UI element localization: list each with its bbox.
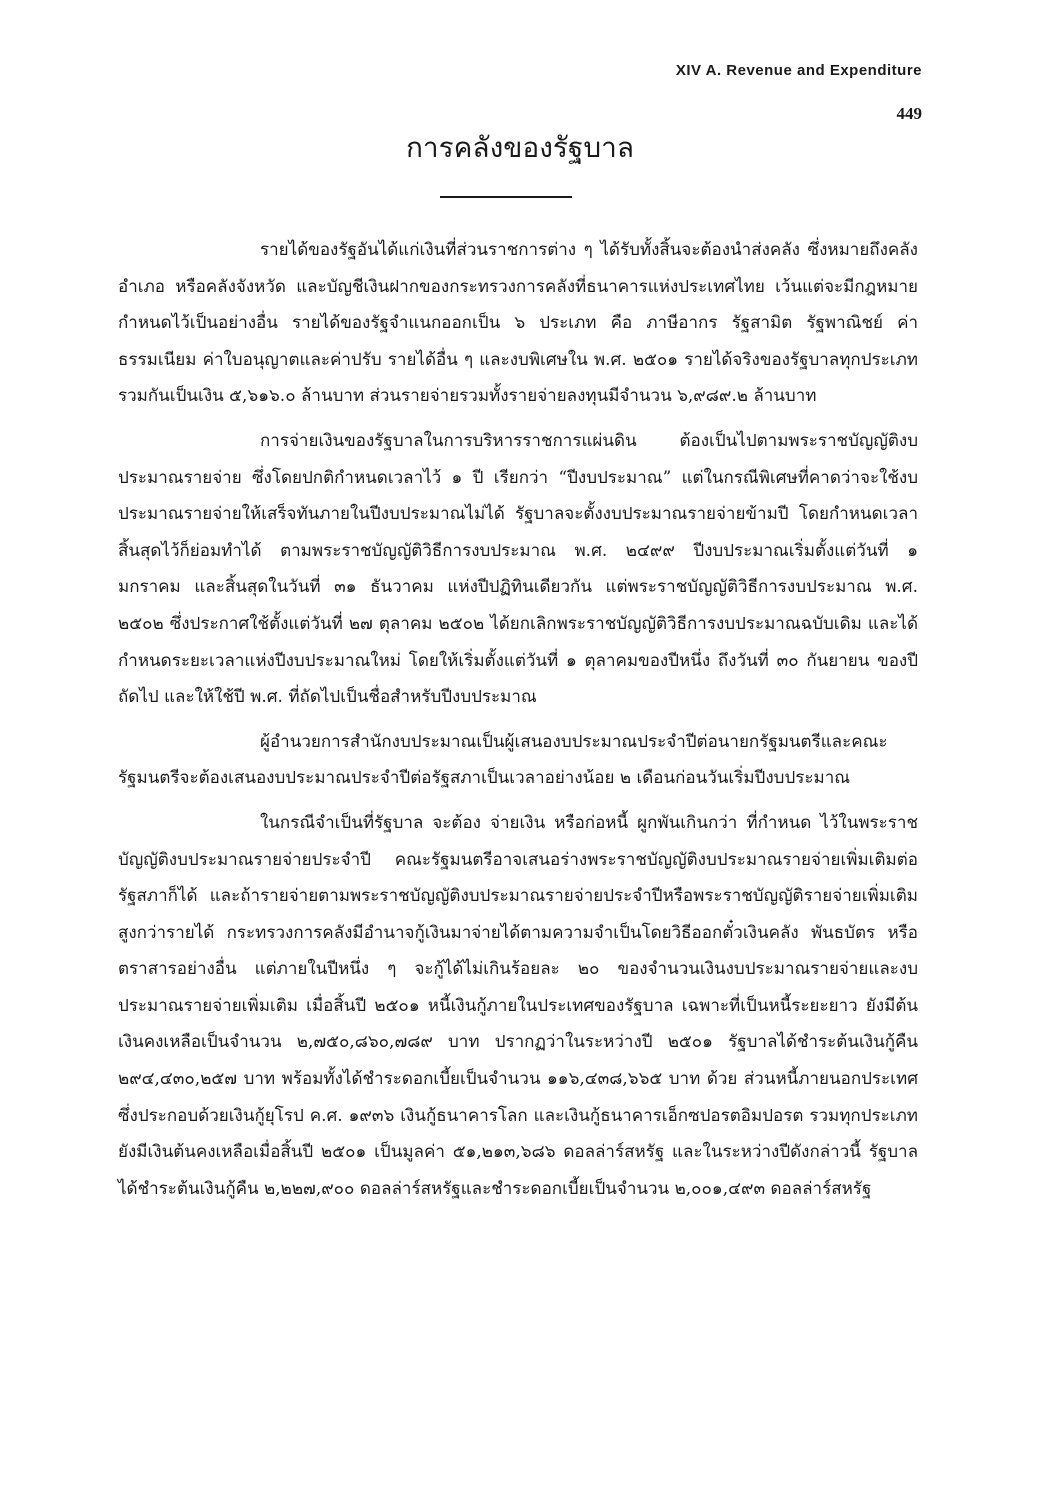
- page-number: 449: [896, 104, 922, 123]
- paragraph-revenue: รายได้ของรัฐอันได้แก่เงินที่ส่วนราชการต่าง ๆ ได้รับทั้งสิ้นจะต้องนำส่งคลัง ซึ่งหมายถึงคลังอำเภอ หรือคลังจังหวัด และบัญชีเงินฝากของกระทรวงการคลังที่ธนาคารแห่งประเทศไทย เว้นแต่จะมีกฎหมายกำหนดไว้เป็นอย่างอื่น รายได้ของรัฐจำแนกออกเป็น ๖ ประเภท คือ ภาษีอากร รัฐสามิต รัฐพาณิชย์ ค่าธรรมเนียม ค่าใบอนุญาตและค่าปรับ รายได้อื่น ๆ และงบพิเศษใน พ.ศ. ๒๕๐๑ รายได้จริงของรัฐบาลทุกประเภทรวมกันเป็นเงิน ๕,๖๑๖.๐ ล้านบาท ส่วนรายจ่ายรวมทั้งรายจ่ายลงทุนมีจำนวน ๖,๙๘๙.๒ ล้านบาท: [118, 240, 918, 407]
- paragraph-expenditure: การจ่ายเงินของรัฐบาลในการบริหารราชการแผ่นดิน ต้องเป็นไปตามพระราชบัญญัติงบประมาณรายจ่าย ซึ่งโดยปกติกำหนดเวลาไว้ ๑ ปี เรียกว่า “ปีงบประมาณ” แต่ในกรณีพิเศษที่คาดว่าจะใช้งบประมาณรายจ่ายให้เสร็จทันภายในปีงบประมาณไม่ได้ รัฐบาลจะตั้งงบประมาณรายจ่ายข้ามปี โดยกำหนดเวลาสิ้นสุดไว้ก็ย่อมทำได้ ตามพระราชบัญญัติวิธีการงบประมาณ พ.ศ. ๒๔๙๙ ปีงบประมาณเริ่มตั้งแต่วันที่ ๑ มกราคม และสิ้นสุดในวันที่ ๓๑ ธันวาคม แห่งปีปฏิทินเดียวกัน แต่พระราชบัญญัติวิธีการงบประมาณ พ.ศ. ๒๕๐๒ ซึ่งประกาศใช้ตั้งแต่วันที่ ๒๗ ตุลาคม ๒๕๐๒ ได้ยกเลิกพระราชบัญญัติวิธีการงบประมาณฉบับเดิม และได้กำหนดระยะเวลาแห่งปีงบประมาณใหม่ โดยให้เริ่มตั้งแต่วันที่ ๑ ตุลาคมของปีหนึ่ง ถึงวันที่ ๓๐ กันยายน ของปีถัดไป และให้ใช้ปี พ.ศ. ที่ถัดไปเป็นชื่อสำหรับปีงบประมาณ: [118, 430, 918, 708]
- title-underline: [440, 196, 572, 198]
- paragraph-budget-submission: ผู้อำนวยการสำนักงบประมาณเป็นผู้เสนองบประมาณประจำปีต่อนายกรัฐมนตรีและคณะรัฐมนตรีจะต้องเสนองบประมาณประจำปีต่อรัฐสภาเป็นเวลาอย่างน้อย ๒ เดือนก่อนวันเริ่มปีงบประมาณ: [118, 731, 888, 789]
- running-header: XIV A. Revenue and Expenditure: [675, 62, 922, 79]
- document-body: [118, 232, 918, 1207]
- page-title: การคลังของรัฐบาล: [405, 131, 635, 164]
- paragraph-public-debt: ในกรณีจำเป็นที่รัฐบาล จะต้อง จ่ายเงิน หรือก่อหนี้ ผูกพันเกินกว่า ที่กำหนด ไว้ในพระราชบัญญัติงบประมาณรายจ่ายประจำปี คณะรัฐมนตรีอาจเสนอร่างพระราชบัญญัติงบประมาณรายจ่ายเพิ่มเติมต่อรัฐสภาก็ได้ และถ้ารายจ่ายตามพระราชบัญญัติงบประมาณรายจ่ายประจำปีหรือพระราชบัญญัติรายจ่ายเพิ่มเติมสูงกว่ารายได้ กระทรวงการคลังมีอำนาจกู้เงินมาจ่ายได้ตามความจำเป็นโดยวิธีออกตั๋วเงินคลัง พันธบัตร หรือตราสารอย่างอื่น แต่ภายในปีหนึ่ง ๆ จะกู้ได้ไม่เกินร้อยละ ๒๐ ของจำนวนเงินงบประมาณรายจ่ายและงบประมาณรายจ่ายเพิ่มเติม เมื่อสิ้นปี ๒๕๐๑ หนี้เงินกู้ภายในประเทศของรัฐบาล เฉพาะที่เป็นหนี้ระยะยาว ยังมีต้นเงินคงเหลือเป็นจำนวน ๒,๗๕๐,๘๖๐,๗๘๙ บาท ปรากฏว่าในระหว่างปี ๒๕๐๑ รัฐบาลได้ชำระต้นเงินกู้คืน ๒๙๔,๔๓๐,๒๕๗ บาท พร้อมทั้งได้ชำระดอกเบี้ยเป็นจำนวน ๑๑๖,๔๓๘,๖๖๕ บาท ด้วย ส่วนหนี้ภายนอกประเทศซึ่งประกอบด้วยเงินกู้ยุโรป ค.ศ. ๑๙๓๖ เงินกู้ธนาคารโลก และเงินกู้ธนาคารเอ็กซปอรตอิมปอรต รวมทุกประเภทยังมีเงินต้นคงเหลือเมื่อสิ้นปี ๒๕๐๑ เป็นมูลค่า ๕๑,๒๑๓,๖๘๖ ดอลล่าร์สหรัฐ และในระหว่างปีดังกล่าวนี้ รัฐบาลได้ชำระต้นเงินกู้คืน ๒,๒๒๗,๙๐๐ ดอลล่าร์สหรัฐและชำระดอกเบี้ยเป็นจำนวน ๒,๐๐๑,๔๙๓ ดอลล่าร์สหรัฐ: [118, 812, 918, 1199]
